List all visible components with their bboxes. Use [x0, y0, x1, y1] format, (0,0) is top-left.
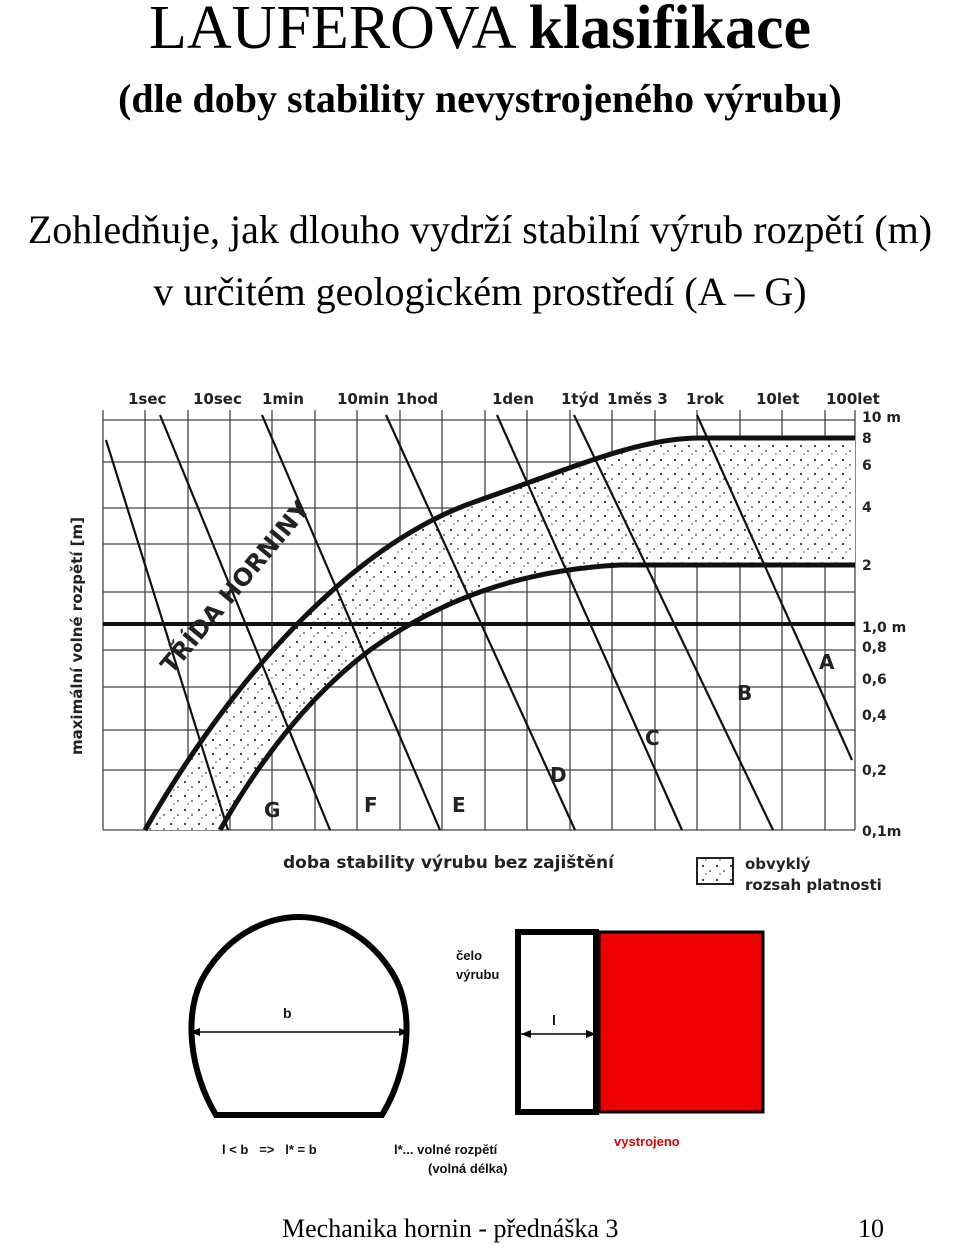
x-tick: 1rok: [686, 390, 725, 408]
description-line-1: Zohledňuje, jak dlouho vydrží stabilní výrub rozpětí (m): [27, 207, 933, 252]
class-labels: [264, 650, 835, 822]
span-b-label: b: [283, 1005, 292, 1021]
y-tick: 2: [862, 558, 872, 574]
x-tick: 1min: [262, 390, 304, 408]
legend-label-line-2: rozsah platnosti: [745, 876, 882, 894]
rule-text: l < b => l* = b: [222, 1142, 317, 1157]
y-tick: 6: [862, 458, 872, 474]
class-label: B: [737, 681, 753, 705]
class-label: F: [364, 793, 378, 817]
stability-chart: [0, 330, 960, 905]
title-main: LAUFEROVA: [149, 0, 514, 62]
x-axis-label: doba stability výrubu bez zajištění: [283, 853, 614, 873]
class-label: E: [452, 793, 466, 817]
y-tick: 0,8: [862, 640, 887, 656]
x-tick: 1den: [492, 390, 535, 408]
x-tick: 100let: [826, 390, 880, 408]
description-line-2: v určitém geologickém prostředí (A – G): [153, 269, 807, 314]
page-number: 10: [858, 1214, 884, 1243]
face-label-line-2: výrubu: [456, 967, 500, 982]
supported-label: vystrojeno: [614, 1134, 680, 1149]
y-tick: 0,6: [862, 672, 887, 688]
x-tick: 10sec: [193, 390, 242, 408]
free-span-line-2: (volná délka): [428, 1161, 508, 1176]
unsupported-length: [518, 932, 596, 1112]
legend-label-line-1: obvyklý: [745, 855, 811, 873]
y-tick: 4: [862, 500, 872, 516]
supported-section: [599, 932, 763, 1112]
class-label: G: [264, 798, 281, 822]
y-axis-label: maximální volné rozpětí [m]: [68, 516, 86, 755]
legend-swatch: [697, 858, 733, 884]
class-label: D: [550, 763, 567, 787]
band-label: TŘÍDA HORNINY: [155, 495, 316, 679]
x-tick: 1sec: [128, 390, 167, 408]
slide-subtitle: (dle doby stability nevystrojeného výrubu): [118, 76, 842, 121]
y-tick: 0,2: [862, 763, 887, 779]
y-tick: 8: [862, 431, 872, 447]
class-label: A: [819, 650, 835, 674]
y-tick: 10 m: [862, 410, 901, 426]
x-tick: 10let: [756, 390, 800, 408]
y-tick: 0,4: [862, 708, 887, 724]
class-label: C: [645, 726, 660, 750]
tunnel-schematic: [0, 912, 960, 1212]
y-tick: 0,1m: [862, 824, 902, 840]
length-l-label: l: [552, 1012, 556, 1028]
x-tick: 10min: [337, 390, 390, 408]
footer-text: Mechanika hornin - přednáška 3: [282, 1214, 619, 1243]
y-axis-ticks: [862, 410, 906, 840]
x-tick: 1hod: [396, 390, 439, 408]
y-tick: 1,0 m: [862, 620, 907, 636]
validity-band: [145, 438, 855, 830]
x-axis-ticks: [128, 390, 880, 408]
x-tick: 1měs 3: [607, 390, 668, 408]
title-rest: klasifikace: [528, 0, 811, 62]
free-span-line-1: l*... volné rozpětí: [394, 1142, 498, 1157]
face-label-line-1: čelo: [456, 948, 483, 963]
slide-title: [0, 0, 960, 64]
x-tick: 1týd: [561, 390, 600, 408]
tunnel-profile: [191, 917, 406, 1115]
